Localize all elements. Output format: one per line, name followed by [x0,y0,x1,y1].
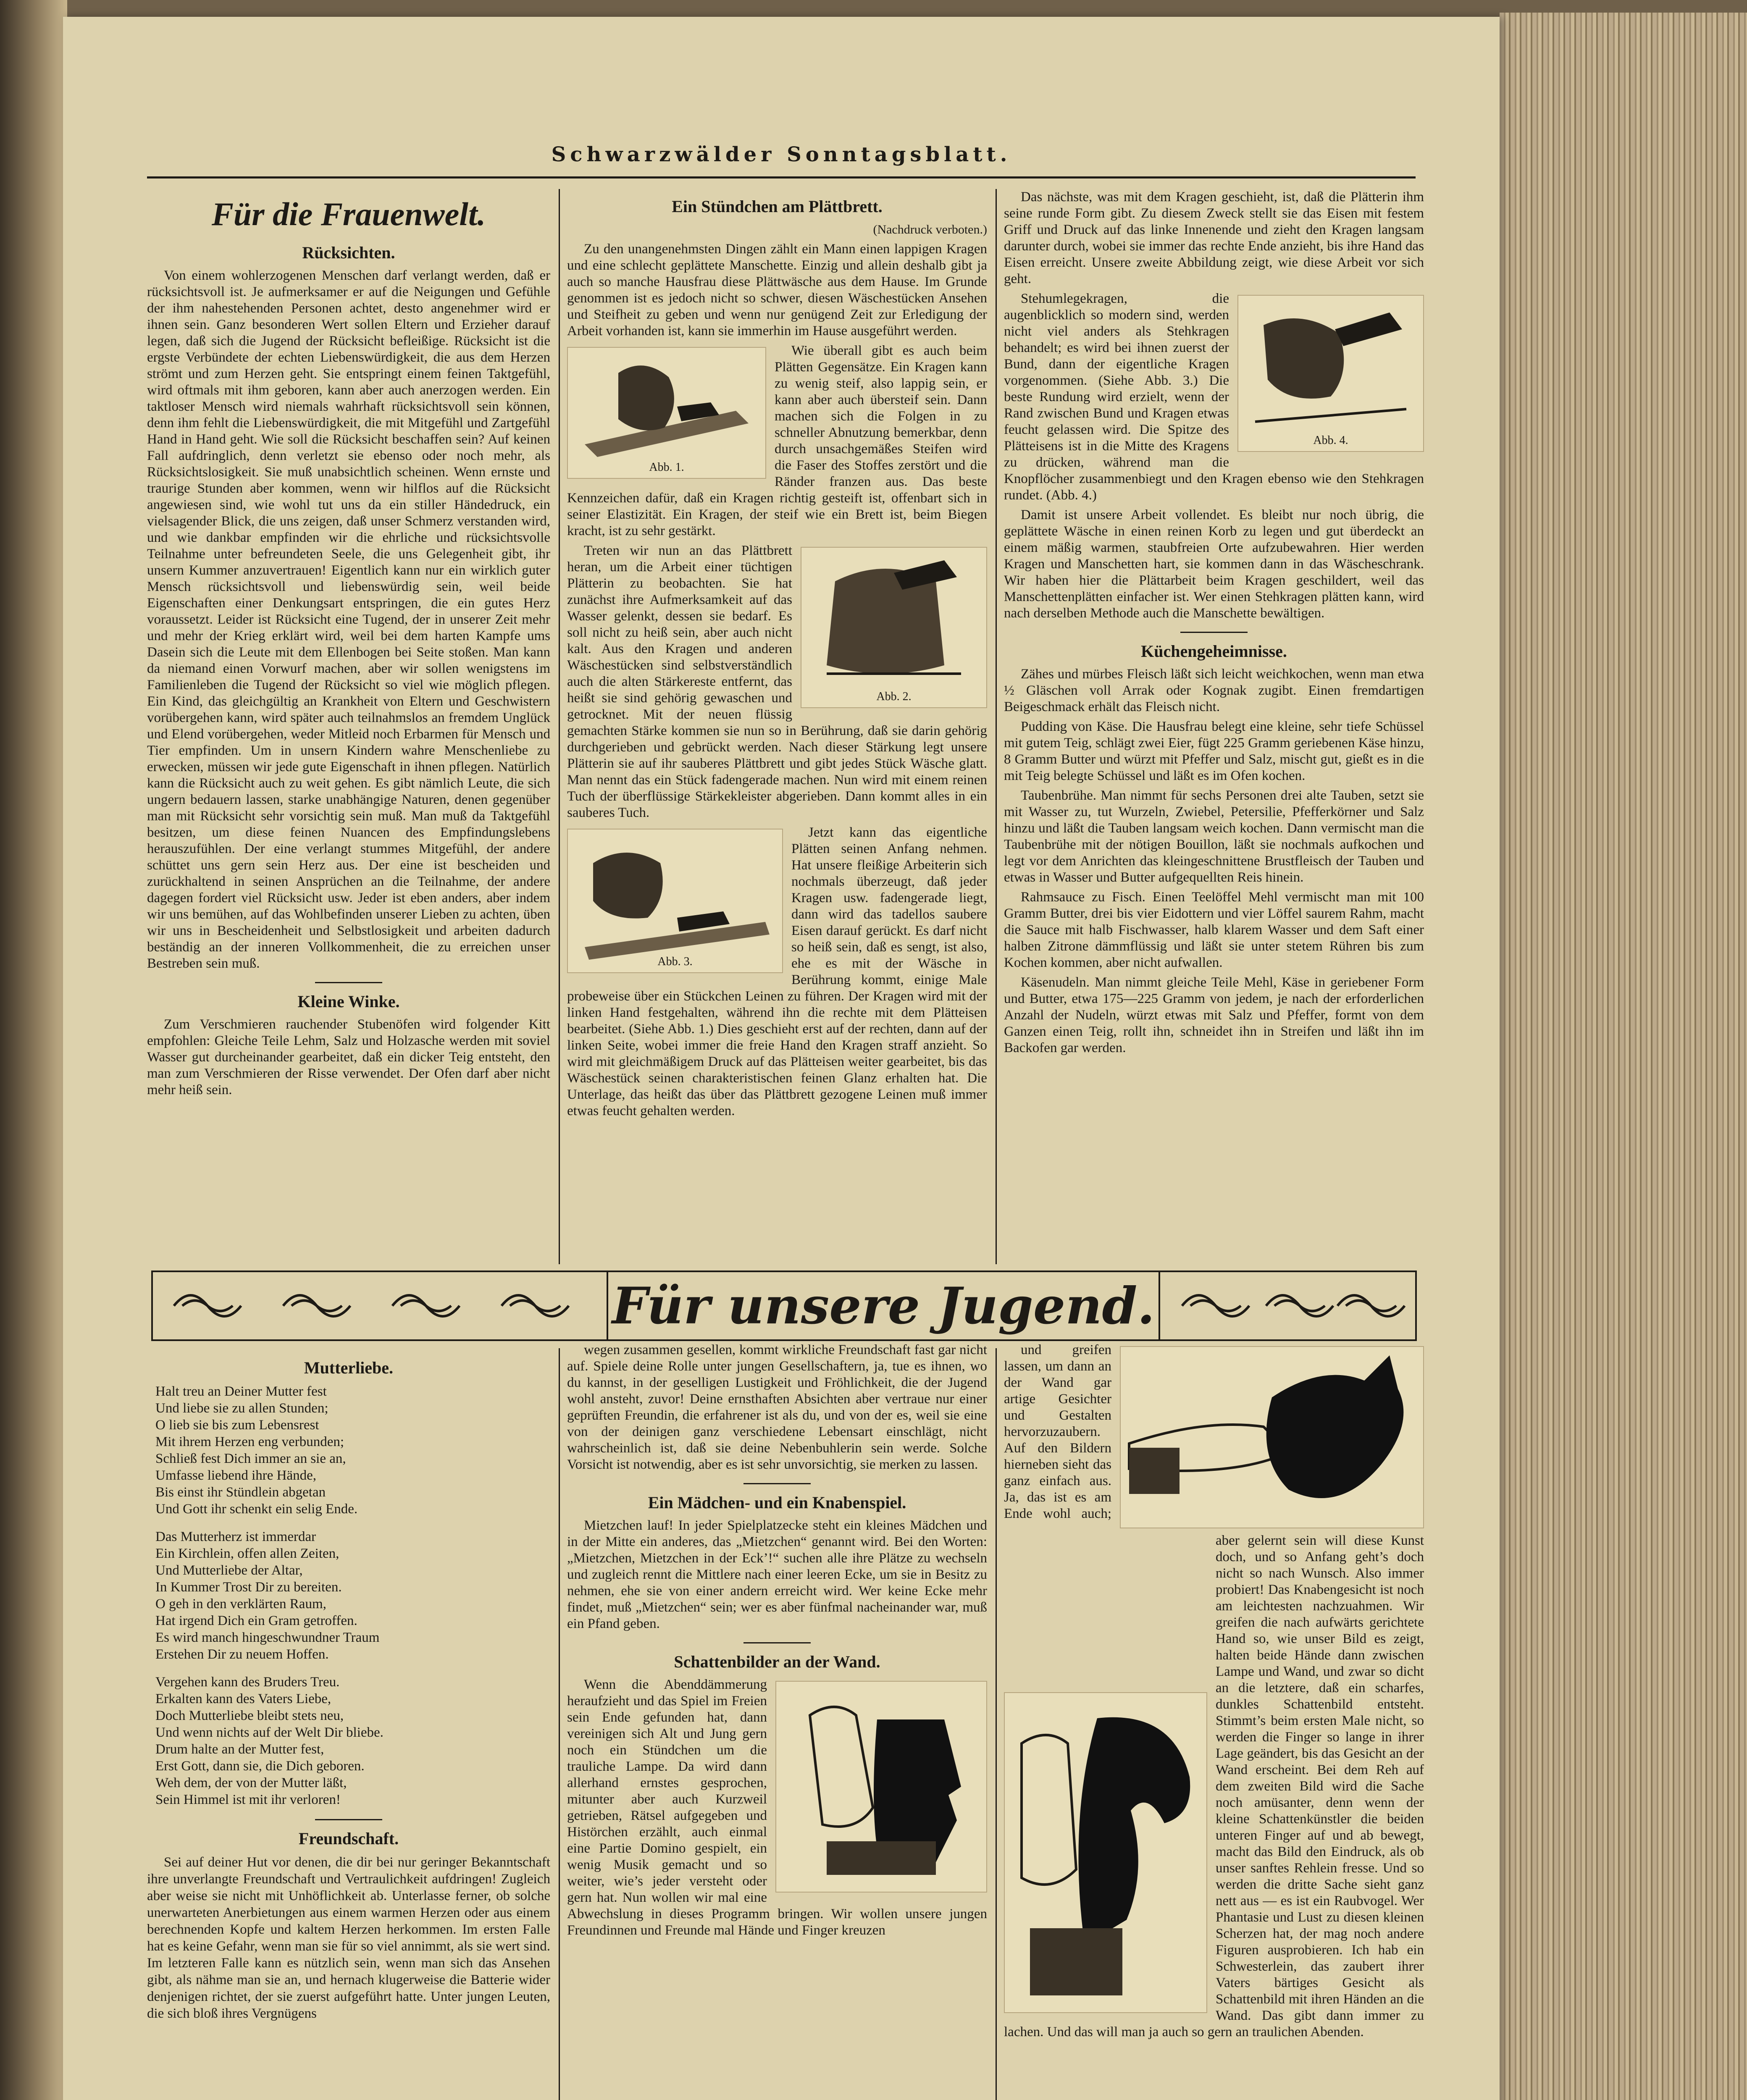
poem-line: Schließ fest Dich immer an sie an, [155,1451,346,1466]
ornament [1178,1285,1253,1327]
book-binding [0,0,67,2100]
shadow-bird-illustration [1004,1692,1207,2013]
poem-line: Erstehen Dir zu neuem Hoffen. [155,1647,329,1662]
poem-line: Und Gott ihr schenkt ein selig Ende. [155,1502,358,1517]
column-kragen-kueche [1004,189,1424,1060]
poem-line: Umfasse liebend ihre Hände, [155,1468,317,1483]
article-body: wegen zusammen gesellen, kommt wirkliche Freundschaft fast gar nicht auf. Spiele deine Rolle unter jungen Gesellschaftern, ja, tue es ihnen, wo du kannst, in der geselligen Lustigkeit und Fröhlichkeit, die der Jugend wohl ansteht, zuvor! Deine ernsthaften Absichten aber vertraue nur einer geprüften Freundin, die erfahrener ist als du, und von der es, weil sie eine von der deinigen ganz verschiedene Lebensart einschlägt, nicht wahrscheinlich ist, daß sie deine Nebenbuhlerin sein werde. Solche Vorsicht ist notwendig, aber es ist sehr unvorsichtig, sie merken zu lassen. [567,1342,987,1472]
poem-line: In Kummer Trost Dir zu bereiten. [155,1580,342,1595]
banner-title: Für unsere Jugend. [607,1272,1160,1339]
ironing-drawing [801,548,986,707]
poem-stanza [155,1528,550,1663]
poem-line: O geh in den verklärten Raum, [155,1596,326,1612]
page-header: Schwarzwälder Sonntagsblatt. [551,143,1011,166]
column-rule [996,1348,997,2100]
poem-line: Es wird manch hingeschwundner Traum [155,1630,380,1645]
article-title: Freundschaft. [298,1829,399,1848]
ornament [388,1285,464,1327]
divider [1180,632,1248,633]
recipe: Zähes und mürbes Fleisch läßt sich leicht weichkochen, wenn man etwa ½ Gläschen voll Arrak oder Kognak zugibt. Einen fremdartigen Beigeschmack erhält das Fleisch nicht. [1004,667,1424,714]
illustration-abb-3 [567,829,783,973]
divider [743,1642,811,1643]
poem-line: Mit ihrem Herzen eng verbunden; [155,1434,344,1449]
article-body: und greifen lassen, um dann an der Wand gar artige Gesichter und Gestalten hervorzuzaubern. Auf den Bildern hierneben sieht das ganz einfach aus. Ja, das ist es am Ende wohl auch; aber gelernt sein will diese Kunst doch, und so Anfang geht’s doch nicht so nach Wunsch. Also immer probiert! Das Knabengesicht ist noch am leichtesten nachzuahmen. Wir greifen die nach aufwärts gerichtete Hand so, wie unser Bild es zeigt, halten beide Hände dann zwischen Lampe und Wand, und zwar so dicht an die letztere, daß ein scharfes, dunkles Schattenbild entsteht. Stimmt’s beim ersten Male nicht, so werden die Finger so lange in ihrer Lage geändert, bis das Gesicht an der Wand erscheint. Bei dem Reh auf dem zweiten Bild wird die Sache noch amüsanter, denn wenn der kleine Schattenkünstler die beiden unteren Finger auf und ab bewegt, macht das Bild den Eindruck, als ob unser sanftes Rehlein fresse. Und so werden die dritte Sache sieht ganz nett aus — es ist ein Raubvogel. Wer Phantasie und Lust zu diesen kleinen Scherzen hat, der mag noch andere Figuren ausprobieren. Ich hab ein Schwesterlein, das zaubert ihrer Vaters bärtiges Gesicht als Schattenbild mit ihren Händen an die Wand. Das gibt dann immer zu lachen. Und das will man ja auch so gern an traulichen Abenden. [1004,1342,1424,2040]
article-body: Sei auf deiner Hut vor denen, die dir bei nur geringer Bekanntschaft ihre unverlangte Freundschaft und Vertraulichkeit aufdringen! Zugleich aber weise sie nicht mit Unhöflichkeit ab. Unterlasse ferner, ob solche unerwarteten Anerbietungen aus einem warmen Herzen oder aus einem berechnenden Kopfe und kaltem Herzen herkommen. Im ersten Falle hat es keine Gefahr, wenn man sie für so viel annimmt, als sie wert sind. Im letzteren Falle kann es nützlich sein, wenn man sich das Ansehen gibt, als nähme man sie an, und hernach klugerweise die Batterie wider denjenigen richtet, der sie zuerst aufgeführt hatte. Unter jungen Leuten, die sich bloß ihres Vergnügens [147,1855,550,2021]
column-rule [996,189,997,1264]
poem-line: Halt treu an Deiner Mutter fest [155,1384,327,1399]
recipe: Pudding von Käse. Die Hausfrau belegt eine kleine, sehr tiefe Schüssel mit gutem Teig, schlägt zwei Eier, fügt 225 Gramm geriebenen Käse hinzu, 8 Gramm Butter und würzt mit Pfeffer und Salz, mischt gut, gießt es in die mit Teig belegte Schüssel und läßt es im Ofen kochen. [1004,719,1424,783]
article-body: Stehumlegekragen, die augenblicklich so modern sind, werden nicht viel anders als Stehkragen behandelt; es wird bei ihnen zuerst der Bund, dann der eigentliche Kragen vorgenommen. (Siehe Abb. 3.) Die beste Rundung wird erzielt, wenn der Rand zwischen Bund und Kragen etwas feucht gelassen wird. Die Spitze des Plätteisens ist in die Mitte des Kragens zu drücken, während man die Knopflöcher zusammenbiegt und den Kragen ebenso wie den Stehkragen rundet. (Abb. 4.) [1004,291,1424,503]
ornament [497,1285,573,1327]
figure-caption: Abb. 2. [876,690,912,703]
article-body: Mietzchen lauf! In jeder Spielplatzecke steht ein kleines Mädchen und in der Mitte ein anderes, das „Mietzchen“ genannt wird. Bei den Worten: „Mietzchen, Mietzchen in der Eck’!“ suchen alle ihre Plätze zu wechseln und zugleich rennt die Mittlere nach einer leeren Ecke, um sie in Besitz zu nehmen, ehe sie von einer andern erreicht wird. Wer keine Ecke mehr findet, muß „Mietzchen“ sein; wer es aber fünfmal nacheinander war, muß ein Pfand geben. [567,1518,987,1631]
column-plaettbrett [567,189,987,1123]
poem-line: Doch Mutterliebe bleibt stets neu, [155,1708,344,1723]
article-title: Rücksichten. [302,243,395,262]
article-title: Ein Mädchen- und ein Knabenspiel. [648,1493,906,1512]
recipe: Taubenbrühe. Man nimmt für sechs Personen drei alte Tauben, setzt sie mit Wasser zu, tut Wurzeln, Zwiebel, Petersilie, Pfefferkörner und Salz hinzu und läßt die Tauben langsam weich kochen. Dann vermischt man die Taubenbrühe mit der nötigen Bouillon, läßt sie nochmals aufkochen und legt vor dem Anrichten das kleingeschnittene Brustfleisch der Tauben und etwas in Wasser und Butter aufgequellten Reis hinein. [1004,788,1424,885]
header-rule [147,176,1416,178]
ironing-drawing [1238,296,1423,451]
poem-line: Das Mutterherz ist immerdar [155,1529,316,1544]
shadow-bird-drawing [1005,1693,1206,2012]
youth-section-banner [151,1270,1417,1341]
divider [315,1819,382,1820]
poem-line: Ein Kirchlein, offen allen Zeiten, [155,1546,339,1561]
column-frauenwelt [147,189,550,1102]
article-title: Küchengeheimnisse. [1141,642,1287,661]
ironing-drawing [568,830,782,972]
ironing-drawing [568,348,765,478]
poem-stanza [155,1674,550,1808]
section-title: Für die Frauenwelt. [211,196,486,232]
article-body: Jetzt kann das eigentliche Plätten seinen Anfang nehmen. Hat unsere fleißige Arbeiterin sich nochmals überzeugt, daß jeder Kragen usw. fadengerade liegt, dann wird das tadellos saubere Eisen darauf gerückt. Es darf nicht so heiß sein, daß es sengt, ist also, ehe es mit der Wäsche in Berührung kommt, einige Male probeweise über ein Stückchen Leinen zu führen. Der Kragen wird mit der linken Hand festgehalten, während ihn die rechte mit dem Plätteisen bearbeitet. (Siehe Abb. 1.) Dies geschieht erst auf der rechten, dann auf der linken Seite, wobei immer die freie Hand den Kragen straff anzieht. So wird mit gleichmäßigem Druck auf das Plätteisen weiter gearbeitet, bis das Wäschestück seinen charakteristischen feinen Glanz erhalten hat. Die Unterlage, das heißt das über das Plättbrett gezogene Leinen muß immer etwas feucht gehalten werden. [567,825,987,1118]
figure-caption: Abb. 1. [649,461,684,474]
poem-line: Vergehen kann des Bruders Treu. [155,1675,340,1690]
article-title: Kleine Winke. [297,992,400,1011]
poem-line: O lieb sie bis zum Lebensrest [155,1418,319,1433]
article-body: Wie überall gibt es auch beim Plätten Gegensätze. Ein Kragen kann zu wenig steif, also lappig sein, er kann aber auch übersteif sein. Dann machen sich die Folgen in zu schneller Abnutzung bemerkbar, denn durch unsachgemäßes Steifen wird die Faser des Stoffes zerstört und die Ränder franzen aus. Das beste Kennzeichen dafür, daß ein Kragen richtig gesteift ist, offenbart sich in seiner Elastizität. Ein Kragen, der steif wie ein Brett ist, beim Biegen kracht, ist zu sehr gestärkt. [567,343,987,538]
column-rule [559,1348,560,2100]
shadow-deer-drawing [1121,1347,1423,1528]
recipe: Rahmsauce zu Fisch. Einen Teelöffel Mehl vermischt man mit 100 Gramm Butter, drei bis vier Eidottern und vier Löffel saurem Rahm, macht die Sauce mit halb Fischwasser, halb klarem Wasser und dem Saft einer halben Zitrone dämmflüssig und läßt sie unter stetem Rühren bis zum Kochen kommen, aber nicht aufwallen. [1004,890,1424,970]
ornament [1333,1285,1409,1327]
page-edges [1500,13,1747,2100]
article-body: Zum Verschmieren rauchender Stubenöfen wird folgender Kitt empfohlen: Gleiche Teile Lehm, Salz und Holzasche werden mit soviel Wasser gut durcheinander gearbeitet, daß ein dicker Teig entsteht, den man zum Verschmieren der Risse verwendet. Der Ofen darf aber nicht mehr heiß sein. [147,1017,550,1097]
shadow-deer-illustration [1120,1346,1424,1528]
column-spiele [567,1342,987,1942]
poem-line: Erkalten kann des Vaters Liebe, [155,1691,331,1706]
poem-line: Drum halte an der Mutter fest, [155,1742,324,1757]
column-schattenbilder [1004,1342,1424,2044]
divider [743,1483,811,1484]
article-title: Schattenbilder an der Wand. [674,1652,880,1671]
ornament [1262,1285,1337,1327]
article-body: Das nächste, was mit dem Kragen geschieht, ist, daß die Plätterin ihm seine runde Form gibt. Zu diesem Zweck stellt sie das Eisen mit festem Griff und Druck auf das linke Innenende und zieht den Kragen langsam darunter durch, wobei sie immer das rechte Ende anzieht, bis ihre Hand das Eisen erreicht. Unsere zweite Abbildung zeigt, wie diese Arbeit vor sich geht. [1004,189,1424,286]
illustration-abb-1 [567,347,766,479]
article-title: Ein Stündchen am Plättbrett. [672,197,883,216]
poem-line: Sein Himmel ist mit ihr verloren! [155,1792,341,1807]
ornament [170,1285,245,1327]
shadow-face-illustration [775,1681,987,1893]
article-body: Von einem wohlerzogenen Menschen darf verlangt werden, daß er rücksichtsvoll ist. Je aufmerksamer er auf die Neigungen und Gefühle der ihm nahestehenden Personen achtet, desto angenehmer wird er ihnen sein. Ganz besonderen Wert sollen Eltern und Erzieher darauf legen, daß sich die Jugend der Rücksicht befleißige. Rücksicht ist die ergste Verbündete der echten Liebenswürdigkeit, die aus dem Herzen strömt und zum Herzen geht. Sie entspringt einem feinen Taktgefühl, wird oftmals mit ihm geboren, kann aber auch anerzogen werden. Ein taktloser Mensch wird niemals wahrhaft rücksichtsvoll sein können, denn ihm fehlt die Liebenswürdigkeit, die mit Mitgefühl und Zartgefühl Hand in Hand geht. Wie soll die Rücksicht beschaffen sein? Auf keinen Fall aufdringlich, denn verletzt sie ebenso oder noch mehr, als Rücksichtslosigkeit. Sie muß unabsichtlich scheinen. Wenn ernste und traurige Stunden aber kommen, wenn wir hilflos auf die Rücksicht angewiesen sind, wie wohl tut uns da ein stiller Händedruck, ein vielsagender Blick, die uns zeigen, daß unser Schmerz verstanden wird, und wie dankbar empfinden wir die ehrliche und rücksichtsvolle Teilnahme unter befreundeten Seele, die uns Gelegenheit gibt, ihr unsern Kummer anzuvertrauen! Eigentlich kann nur ein wirklich guter Mensch rücksichtsvoll und liebenswürdig sein, weil beide Eigenschaften einer Denkungsart entspringen, die ein gutes Herz voraussetzt. Leider ist Rücksicht eine Tugend, der in unserer Zeit mehr und mehr der Krieg erklärt wird, weil bei dem harten Kampfe ums Dasein sich die Leute mit dem Ellenbogen bei Seite stoßen. Man kann da niemand einen Vorwurf machen, aber wir sollen wenigstens im Familienleben die Tugend der Rücksicht so viel wie möglich pflegen. Ein Kind, das gleichgültig an Krankheit von Eltern und Geschwistern vorübergehen kann, wird später auch teilnahmslos an fremdem Unglück und Elend vorübergehen, weder Mitleid noch Erbarmen für Mensch und Tier empfinden. Um in unsern Kindern wahre Menschenliebe zu erwecken, müssen wir jede gute Eigenschaft in ihnen pflegen. Natürlich kann die Rücksicht auch zu weit gehen. Es gibt nämlich Leute, die sich ungern bedauern lassen, starke unabhängige Naturen, denen gegenüber man mit Rücksicht sehr vorsichtig sein muß. Man muß da Taktgefühl besitzen, um diese feinen Nuancen des Empfindungslebens herauszufühlen. Der eine verlangt stummes Mitgefühl, der andere schüttet uns gern sein Herz aus. Der eine ist bescheiden und zurückhaltend in seinen Ansprüchen an die Teilnahme, der andere dagegen fordert viel Rücksicht usw. Jeder ist eben anders, aber indem wir uns bemühen, auf das Wohlbefinden unserer Lieben zu achten, üben wir uns in Bescheidenheit und Selbstlosigkeit und arbeiten dadurch beständig an der inneren Vollkommenheit, die zu erreichen unser Bestreben sein muß. [147,268,550,971]
divider [315,982,382,983]
column-rule [559,189,560,1264]
shadow-face-drawing [776,1682,986,1892]
figure-caption: Abb. 4. [1313,434,1348,447]
illustration-abb-2 [801,547,987,708]
recipe: Käsenudeln. Man nimmt gleiche Teile Mehl, Käse in geriebener Form und Butter, etwa 175—225 Gramm von jedem, je nach der erforderlichen Anzahl der Nudeln, würzt etwas mit Salz und Pfeffer, formt von dem Ganzen einen Teig, rollt ihn, schneidet ihn in Streifen und läßt ihn im Backofen gar werden. [1004,975,1424,1055]
poem-line: Und wenn nichts auf der Welt Dir bliebe. [155,1725,384,1740]
article-body: Wenn die Abenddämmerung heraufzieht und das Spiel im Freien sein Ende gefunden hat, dann vereinigen sich Alt und Jung gern noch ein Stündchen um die trauliche Lampe. Da wird dann allerhand ernstes gesprochen, mitunter aber auch Kurzweil getrieben, Rätsel aufgegeben und Histörchen erzählt, auch einmal eine Partie Domino gespielt, ein wenig Musik gemacht und so weiter, wie’s jeder versteht oder gern hat. Nun wollen wir mal eine Abwechslung in dieses Programm bringen. Wir wollen unsere jungen Freundinnen und Freunde mal Hände und Finger kreuzen [567,1677,987,1938]
illustration-abb-4 [1237,295,1424,452]
figure-caption: Abb. 3. [657,955,693,968]
poem-stanza [155,1383,550,1517]
poem-title: Mutterliebe. [304,1358,394,1377]
ornament [279,1285,355,1327]
article-body: Zu den unangenehmsten Dingen zählt ein Mann einen lappigen Kragen und eine schlecht geplättete Manschette. Einzig und allein deshalb gibt ja auch so manche Hausfrau diese Plättwäsche aus dem Hause. Im Grunde genommen ist es jedoch nicht so schwer, diesen Wäschestücken Ansehen und Steifheit zu geben und wenn nur genügend Zeit zur Erledigung der Arbeit vorhanden ist, kann sie immerhin im Hause ausgeführt werden. [567,242,987,339]
reprint-note: (Nachdruck verboten.) [873,223,987,236]
poem-line: Weh dem, der von der Mutter läßt, [155,1775,347,1790]
poem-line: Und liebe sie zu allen Stunden; [155,1401,328,1416]
article-body: Treten wir nun an das Plättbrett heran, um die Arbeit einer tüchtigen Plätterin zu beobachten. Sie hat zunächst ihre Aufmerksamkeit auf das Wasser gelenkt, dessen sie bedarf. Es soll nicht zu heiß sein, aber auch nicht kalt. Aus den Kragen und anderen Wäschestücken sind selbstverständlich auch die alten Stärkereste entfernt, das heißt sie sind gehörig gewaschen und getrocknet. Mit der neuen flüssig gemachten Stärke kommen sie nun so in Berührung, daß sie darin gehörig durchgerieben und gebrückt werden. Nach dieser Stärkung legt unsere Plätterin sie auf ihr sauberes Plättbrett und gibt jedes Stück Wäsche glatt. Man nennt das ein Stück fadengerade machen. Nun wird mit einem reinen Tuch der überflüssige Stärkekleister abgerieben. Dann kommt alles in ein sauberes Tuch. [567,543,987,820]
poem-line: Erst Gott, dann sie, die Dich geboren. [155,1759,365,1774]
poem-line: Bis einst ihr Stündlein abgetan [155,1485,326,1500]
poem-line: Und Mutterliebe der Altar, [155,1563,303,1578]
newspaper-page [63,17,1500,2100]
article-body: Damit ist unsere Arbeit vollendet. Es bleibt nur noch übrig, die geplättete Wäsche in einen reinen Korb zu legen und gut überdeckt an einem mäßig warmen, staubfreien Orte aufzubewahren. Hier werden Kragen und Manschetten hart, sie kommen dann in das Wäscheschrank. Wir haben hier die Plättarbeit beim Kragen geschildert, weil das Manschettenplätten einfacher ist. Wer einen Stehkragen plätten kann, wird nach derselben Methode auch die Manschette bewältigen. [1004,507,1424,621]
poem-line: Hat irgend Dich ein Gram getroffen. [155,1613,357,1628]
column-mutterliebe [147,1350,550,2025]
